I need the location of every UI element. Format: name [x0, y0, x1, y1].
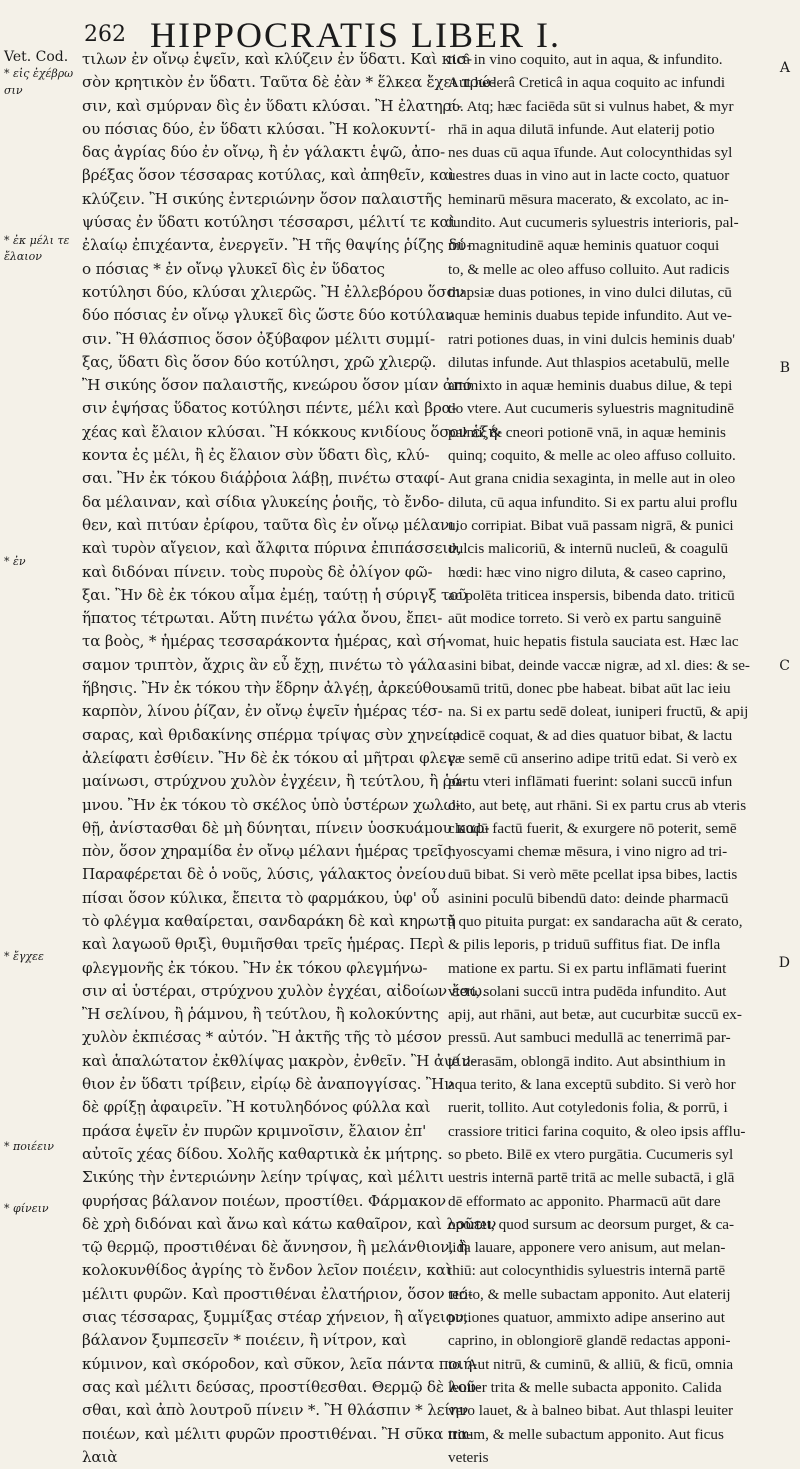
latin-text-line: lida lauare, apponere vero anisum, aut melan-	[448, 1239, 726, 1257]
latin-text-line: nes duas cū aqua īfunde. Aut colocynthidas syl	[448, 144, 733, 162]
latin-text-line: fundito. Aut cucumeris syluestris interioris, pal-	[448, 214, 739, 232]
margin-note: * ποιέειν	[4, 1140, 54, 1153]
latin-text-line: ammixto in aquæ heminis duabus dilue, & tepi	[448, 377, 733, 395]
greek-text-line: δύο πόσιας ἐν οἴνῳ γλυκεῖ δὶς ὥστε δύο κοτύλαν	[82, 306, 455, 325]
latin-text-line: to. Aut nitrū, & cuminū, & alliū, & ficū, omnia	[448, 1355, 734, 1373]
latin-text-line: tritum, & melle subactum apponito. Aut ficus	[448, 1425, 724, 1443]
latin-text-line: diluta, cū aqua infundito. Si ex partu alui proflu	[448, 493, 738, 511]
greek-text-line: Σικύης τὴν ἐντεριώνην λείην τρίψας, καὶ μέλιτι	[82, 1168, 444, 1187]
greek-text-line: ἥβησις. Ἢν ἐκ τόκου τὴν ἕδρην ἀλγέῃ, ἀρκεύθου	[82, 679, 450, 698]
latin-text-line: à quo pituita purgat: ex sandaracha aūt & cerato,	[448, 912, 743, 930]
greek-text-line: θεν, καὶ πιτύαν ἐρίφου, ταῦτα δὶς ἐν οἴνῳ μέλανι,	[82, 515, 460, 534]
greek-text-line: δὲ φρίξῃ ἀφαιρεῖν. Ἢ κοτυληδόνος φύλλα καὶ	[82, 1098, 431, 1117]
section-letter: D	[778, 955, 790, 971]
latin-text-line: so pbeto. Bilē ex vtero purgātia. Cucumeris syl	[448, 1145, 734, 1163]
greek-text-line: μνου. Ἢν ἐκ τόκου τὸ σκέλος ὑπὸ ὑστέρων χωλω-	[82, 795, 461, 814]
latin-text-line: & pilis leporis, p triduū suffitus fiat. De infla	[448, 936, 721, 954]
latin-text-column	[448, 48, 770, 1469]
section-letter: B	[779, 360, 790, 376]
latin-text-line: do vtere. Aut cucumeris syluestris magnitudinē	[448, 400, 734, 418]
latin-text-line: duū bibat. Si verò mēte pcellat ipsa bibes, lactis	[448, 866, 738, 884]
margin-note: σιν	[4, 84, 23, 97]
greek-text-line: θῇ, ἀνίστασθαι δὲ μὴ δύνηται, πίνειν ὑοσκυάμου καρ-	[82, 818, 490, 837]
greek-text-line: καὶ διδόναι πίνειν. τοὺς πυροὺς δὲ ὀλίγον φῶ-	[82, 562, 433, 581]
greek-text-line: ου πόσιας δύο, ἐν ὕδατι κλύσαι. Ἢ κολοκυντί-	[82, 119, 436, 138]
latin-text-line: asinini poculū bibendū dato: deinde pharmacū	[448, 889, 729, 907]
latin-text-line: aūt modice torreto. Si verò ex partu sanguinē	[448, 610, 722, 628]
latin-text-line: radicē coquat, & ad dies quatuor bibat, & lactu	[448, 726, 733, 744]
greek-text-line: φυρήσας βάλανον ποιέων, προστίθει. Φάρμακον	[82, 1191, 446, 1210]
latin-text-line: hyoscyami chemæ mēsura, i vino nigro ad tri-	[448, 843, 728, 861]
latin-text-line: vero lauet, & à balneo bibat. Aut thlaspi leuiter	[448, 1402, 734, 1420]
greek-text-line: φλεγμονῆς ἐκ τόκου. Ἢν ἐκ τόκου φλεγμήνω-	[82, 958, 428, 977]
greek-text-line: πὸν, ὅσον χηραμίδα ἐν οἴνῳ μέλανι ἡμέρας τρεῖς.	[82, 842, 457, 861]
latin-text-line: apij, aut rhāni, aut betæ, aut cucurbitæ succū ex-	[448, 1006, 742, 1024]
latin-text-line: vomat, huic hepatis fistula sauciata est. Hæc lac	[448, 633, 739, 651]
latin-text-line: thiū: aut colocynthidis syluestris internā partē	[448, 1262, 726, 1280]
greek-text-line: Ἢ σικύης ὅσον παλαιστῆς, κνεώρου ὅσον μίαν ἀπό	[82, 376, 472, 395]
latin-text-line: uio corripiat. Bibat vuā passam nigrā, & punici	[448, 516, 734, 534]
greek-text-line: κοτύλησι δύο, κλύσαι χλιερῶς. Ἢ ἐλλεβόρου ὅσον	[82, 282, 465, 301]
greek-text-line: σιν. Ἢ θλάσπιος ὅσον ὀξύβαφον μέλιτι συμμί-	[82, 329, 435, 348]
greek-text-line: τιλων ἐν οἴνῳ ἑψεῖν, καὶ κλύζειν ἐν ὕδατι. Καὶ κισ-	[82, 50, 472, 68]
greek-text-line: αὐτοῖς χέας δίδου. Χολῆς καθαρτικὰ ἐκ μήτρης.	[82, 1144, 443, 1163]
greek-text-line: καρπὸν, λίνου ῥίζαν, ἐν οἴνῳ ἑψεῖν ἡμέρας τέσ-	[82, 702, 443, 721]
latin-text-line: vteri, solani succū intra pudēda infundito. Aut	[448, 982, 727, 1000]
greek-text-line: σιας τέσσαρας, ξυμμίξας στέαρ χήνειον, ἢ αἴγειον,	[82, 1308, 469, 1327]
latin-text-line: uestres duas in vino aut in lacte cocto, quatuor	[448, 167, 730, 185]
greek-text-line: δὲ χρὴ διδόναι καὶ ἄνω καὶ κάτω καθαῖρον, καὶ λοῦειν	[82, 1214, 497, 1233]
page-number: 262	[84, 22, 126, 47]
latin-text-line: quinq; coquito, & melle ac oleo affuso colluito.	[448, 447, 736, 465]
greek-text-line: κύμινον, καὶ σκόροδον, καὶ σῦκον, λεῖα πάντα ποιή-	[82, 1354, 478, 1373]
greek-text-line: καὶ λαγωοῦ θριξὶ, θυμιῆσθαι τρεῖς ἡμέρας. Περὶ	[82, 935, 445, 954]
latin-text-line: to. Atq; hæc faciēda sūt si vulnus habet, & myr	[448, 97, 734, 115]
greek-text-line: μέλιτι φυρῶν. Καὶ προστιθέναι ἐλατήριον, ὅσον πό-	[82, 1284, 473, 1303]
greek-text-line: σαμον τριπτὸν, ἄχρις ἂν εὖ ἔχῃ, πινέτω τὸ γάλα	[82, 655, 447, 674]
greek-text-line: πίσαι ὅσον κύλικα, ἔπειτα τὸ φαρμάκου, ὑφ' οὗ	[82, 888, 440, 907]
latin-text-line: mi magnitudinē aquæ heminis quatuor coqui	[448, 237, 720, 255]
latin-text-line: veteris	[448, 1448, 489, 1466]
margin-note: * εἰς ἐχέβρω	[4, 67, 74, 80]
latin-text-line: ac polēta triticea inspersis, bibenda dato. triticū	[448, 586, 735, 604]
margin-note: * φίνειν	[4, 1202, 49, 1215]
greek-text-line: ξας, ὕδατι δὶς ὅσον δύο κοτύλησι, χρῶ χλιερῷ.	[82, 352, 437, 371]
greek-text-line: ἀλείφατι ἐσθίειν. Ἢν δὲ ἐκ τόκου αἱ μῆτραι φλεγ-	[82, 748, 461, 767]
latin-text-line: potiones quatuor, ammixto adipe anserino aut	[448, 1309, 725, 1327]
latin-text-line: partu vteri inflāmati fuerint: solani succū infun	[448, 773, 733, 791]
latin-text-line: dito, aut betę, aut rhāni. Si ex partu crus ab vteris	[448, 796, 747, 814]
latin-text-line: palmi, & cneori potionē vnā, in aquæ heminis	[448, 423, 726, 441]
greek-text-line: σαρας, καὶ θριδακίνης σπέρμα τρίψας σὺν χηνείῳ	[82, 725, 461, 744]
greek-text-line: σιν, καὶ σμύρναν δὶς ἐν ὕδατι κλύσαι. Ἢ ἐλατηρί-	[82, 96, 462, 115]
greek-text-line: ἥπατος τέτρωται. Αὕτη πινέτω γάλα ὄνου, ἔπει-	[82, 609, 443, 628]
latin-text-line: samū tritū, donec pbe habeat. bibat aūt lac ieiu	[448, 680, 731, 698]
greek-text-line: Ἢ σελίνου, ἢ ῥάμνου, ἢ τεύτλου, ἢ κολοκύντης	[82, 1005, 439, 1024]
greek-text-line: σιν αἱ ὑστέραι, στρύχνου χυλὸν ἐγχέαι, αἰδοίων ἔσω.	[82, 981, 487, 1000]
greek-text-line: σθαι, καὶ ἀπὸ λουτροῦ πίνειν *. Ἢ θλάσπιν * λείην	[82, 1401, 468, 1420]
latin-text-line: caprino, in oblongiorē glandē redactas apponi-	[448, 1332, 731, 1350]
margin-note: ἔλαιον	[4, 250, 42, 263]
greek-text-line: θιον ἐν ὕδατι τρίβειν, εἰρίῳ δὲ ἀναπογγίσας. Ἢν	[82, 1075, 454, 1094]
margin-note: * ἐκ μέλι τε	[4, 234, 70, 247]
latin-text-line: dulcis malicoriū, & internū nucleū, & coagulū	[448, 540, 729, 558]
greek-text-line: σας καὶ μέλιτι δεύσας, προστίθεσθαι. Θερμῷ δὲ λοῦ-	[82, 1377, 481, 1396]
latin-text-line: ratri potiones duas, in vini dulcis heminis duab'	[448, 330, 736, 348]
latin-text-line: terito, & melle subactam apponito. Aut elaterij	[448, 1285, 731, 1303]
latin-text-line: dē efformato ac apponito. Pharmacū aūt dare	[448, 1192, 721, 1210]
latin-text-line: leuiter trita & melle subacta apponito. Calida	[448, 1378, 722, 1396]
latin-text-line: tē derasām, oblongā indito. Aut absinthium in	[448, 1052, 726, 1070]
latin-text-line: dilutas infunde. Aut thlaspios acetabulū, melle	[448, 353, 730, 371]
greek-text-line: βάλανον ξυμπεσεῖν * ποιέειν, ἢ νίτρον, καὶ	[82, 1331, 407, 1350]
latin-text-line: Aut grana cnidia sexaginta, in melle aut in oleo	[448, 470, 736, 488]
greek-text-line: ξαι. Ἢν δὲ ἐκ τόκου αἷμα ἐμέῃ, ταύτῃ ἡ σύριγξ τοῦ	[82, 585, 468, 604]
greek-text-line: τὸ φλέγμα καθαίρεται, σανδαράκη δὲ καὶ κηρωτῇ	[82, 911, 456, 930]
section-letter: A	[779, 60, 790, 76]
latin-text-line: thapsiæ duas potiones, in vino dulci dilutas, cū	[448, 283, 732, 301]
greek-text-line: κολοκυνθίδος ἀγρίης τὸ ἔνδον λεῖον ποιέειν, καὶ	[82, 1261, 452, 1280]
latin-text-line: matione ex partu. Si ex partu inflāmati fuerint	[448, 959, 727, 977]
section-letter: C	[779, 658, 790, 674]
greek-text-line: ψύσας ἐν ὕδατι κοτύλησι τέσσαρσι, μέλιτί τε καὶ	[82, 213, 456, 232]
greek-text-line: βρέξας ὅσον τέσσαρας κοτύλας, καὶ ἀπηθεῖν, καὶ	[82, 166, 455, 185]
latin-text-line: crassiore tritici farina coquito, & oleo ipsis afflu-	[448, 1122, 746, 1140]
latin-text-line: na. Si ex partu sedē doleat, iuniperi fructū, & apij	[448, 703, 749, 721]
latin-text-line: Aut hederâ Creticâ in aqua coquito ac infundi	[448, 74, 726, 92]
greek-text-line: κοντα ἐς μέλι, ἢ ἐς ἔλαιον σὺν ὕδατι δὶς, κλύ-	[82, 446, 430, 465]
latin-text-line: to, & melle ac oleo affuso colluito. Aut radicis	[448, 260, 730, 278]
latin-text-line: ticâ in vino coquito, aut in aqua, & infundito.	[448, 51, 723, 68]
latin-text-line: claudū factū fuerit, & exurgere nō poterit, semē	[448, 819, 737, 837]
margin-note: * ἐν	[4, 555, 26, 568]
greek-text-line: καὶ τυρὸν αἴγειον, καὶ ἄλφιτα πύρινα ἐπιπάσσειν,	[82, 539, 462, 558]
latin-text-line: aqua terito, & lana exceptū subdito. Si verò hor	[448, 1076, 736, 1094]
greek-text-line: μαίνωσι, στρύχνου χυλὸν ἐγχέειν, ἢ τεύτλου, ἢ ῥά-	[82, 772, 467, 791]
greek-text-line: σιν ἑψήσας ὕδατος κοτύλησι πέντε, μέλι καὶ βρα-	[82, 399, 457, 418]
latin-text-line: aquæ heminis duabus tepide infundito. Aut ve-	[448, 307, 732, 325]
latin-text-line: asini bibat, deinde vaccæ nigræ, ad xl. dies: & se-	[448, 656, 750, 674]
greek-text-line: τῷ θερμῷ, προστιθέναι δὲ ἄννησον, ἢ μελάνθιον, ἢ	[82, 1238, 468, 1257]
greek-text-line: πράσα ἑψεῖν ἐν πυρῶν κριμνοῖσιν, ἔλαιον ἐπ'	[82, 1121, 427, 1140]
greek-text-line: καὶ ἁπαλώτατον ἐκθλίψας μακρὸν, ἐνθεῖν. Ἢ ἀψίν-	[82, 1051, 476, 1070]
latin-text-line: pressū. Aut sambuci medullā ac tenerrimā par-	[448, 1029, 731, 1047]
greek-text-line: ἐλαίῳ ἐπιχέαντα, ἐνεργεῖν. Ἢ τῆς θαψίης ῥίζης δύ-	[82, 236, 472, 255]
greek-text-line: κλύζειν. Ἢ σικύης ἐντεριώνην ὅσον παλαιστῆς	[82, 189, 442, 208]
greek-text-line: σὸν κρητικὸν ἐν ὕδατι. Ταῦτα δὲ ἐὰν * ἕλκεα ἔχει τρώ-	[82, 73, 496, 92]
greek-text-line: Παραφέρεται δὲ ὁ νοῦς, λύσις, γάλακτος ὀνείου	[82, 865, 446, 884]
greek-text-line: δας ἀγρίας δύο ἐν οἴνῳ, ἢ ἐν γάλακτι ἑψῶ, ἀπο-	[82, 143, 445, 162]
greek-text-line: χέας καὶ ἔλαιον κλύσαι. Ἢ κόκκους κνιδίους ὅσον ἑξή-	[82, 422, 503, 441]
latin-text-line: heminarū mēsura macerato, & excolato, ac in-	[448, 190, 729, 208]
greek-text-line: ο πόσιας * ἐν οἴνῳ γλυκεῖ δὶς ἐν ὕδατος	[82, 259, 385, 278]
greek-text-line: λαιὰ	[82, 1447, 118, 1466]
latin-text-line: hœdi: hæc vino nigro diluta, & caseo caprino,	[448, 563, 726, 581]
page-header	[0, 12, 800, 55]
latin-text-line: rhā in aqua dilutā infunde. Aut elaterij potio	[448, 120, 715, 138]
margin-note: * ἔγχεε	[4, 950, 44, 963]
latin-text-line: cæ semē cū anserino adipe tritū edat. Si verò ex	[448, 749, 738, 767]
greek-text-line: ποιέων, καὶ μέλιτι φυρῶν προστιθέναι. Ἢ σῦκα πα-	[82, 1424, 473, 1443]
margin-note: Vet. Cod.	[4, 49, 69, 65]
latin-text-line: ruerit, tollito. Aut cotyledonis folia, & porrū, i	[448, 1099, 728, 1117]
latin-text-line: uestris internā partē tritā ac melle subactā, i glā	[448, 1169, 735, 1187]
running-title: HIPPOCRATIS LIBER I.	[150, 15, 562, 55]
greek-text-line: δα μέλαιναν, καὶ σίδια γλυκείης ῥοιῆς, τὸ ἔνδο-	[82, 492, 444, 511]
latin-text-line: oportet, quod sursum ac deorsum purget, & ca-	[448, 1215, 735, 1233]
greek-text-line: τα βοὸς, * ἡμέρας τεσσαράκοντα ἡμέρας, καὶ σή-	[82, 632, 451, 651]
greek-text-line: χυλὸν ἐκπιέσας * αὐτόν. Ἢ ἀκτῆς τῆς τὸ μέσον	[82, 1028, 442, 1047]
greek-text-line: σαι. Ἢν ἐκ τόκου διάῤῥοια λάβῃ, πινέτω σταφί-	[82, 469, 445, 488]
